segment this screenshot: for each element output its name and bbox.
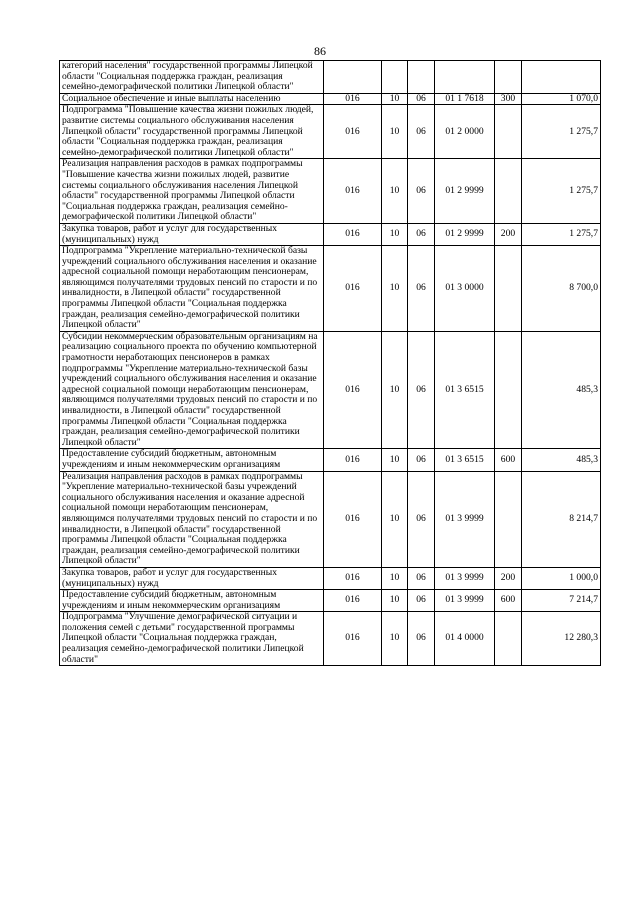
- admin-code-cell: 016: [324, 246, 382, 332]
- sum-cell: 1 000,0: [522, 567, 601, 589]
- section-cell: 10: [382, 612, 408, 666]
- table-row: [60, 567, 601, 589]
- expense-type-cell: 600: [495, 590, 522, 612]
- expense-type-cell: [495, 471, 522, 567]
- subsection-cell: 06: [408, 471, 435, 567]
- expense-type-cell: 600: [495, 449, 522, 471]
- sum-cell: 8 214,7: [522, 471, 601, 567]
- expense-type-cell: [495, 105, 522, 159]
- row-name-cell: Предоставление субсидий бюджетным, автономным учреждениям и иным некоммерческим организациям: [60, 449, 324, 471]
- subsection-cell: 06: [408, 223, 435, 245]
- expense-type-cell: 200: [495, 567, 522, 589]
- expense-type-cell: [495, 331, 522, 449]
- table-row: [60, 449, 601, 471]
- row-name-cell: Реализация направления расходов в рамках подпрограммы "Укрепление материально-технической базы учреждений социального обслуживания населения и оказание адресной социальной помощи неработающим пенсионерам, являющимся получателями трудовых пенсий по старости и по инвалидности, в Липецкой области" государственной программы Липецкой области "Социальная поддержка граждан, реализация семейно-демографической политики Липецкой области": [60, 471, 324, 567]
- subsection-cell: 06: [408, 590, 435, 612]
- section-cell: 10: [382, 159, 408, 224]
- admin-code-cell: 016: [324, 105, 382, 159]
- table-row: [60, 612, 601, 666]
- target-article-cell: 01 3 9999: [435, 471, 495, 567]
- admin-code-cell: 016: [324, 590, 382, 612]
- row-name-cell: Подпрограмма "Повышение качества жизни пожилых людей, развитие системы социального обслуживания населения Липецкой области" государственной программы Липецкой области "Социальная поддержка граждан, реализация семейно-демографической политики Липецкой области": [60, 105, 324, 159]
- row-name-cell: Закупка товаров, работ и услуг для государственных (муниципальных) нужд: [60, 567, 324, 589]
- target-article-cell: 01 2 0000: [435, 105, 495, 159]
- sum-cell: 485,3: [522, 331, 601, 449]
- admin-code-cell: 016: [324, 331, 382, 449]
- table-row: [60, 105, 601, 159]
- table-row: [60, 246, 601, 332]
- section-cell: 10: [382, 331, 408, 449]
- sum-cell: 1 275,7: [522, 223, 601, 245]
- sum-cell: 1 275,7: [522, 105, 601, 159]
- sum-cell: 8 700,0: [522, 246, 601, 332]
- subsection-cell: 06: [408, 93, 435, 105]
- section-cell: 10: [382, 223, 408, 245]
- admin-code-cell: 016: [324, 449, 382, 471]
- target-article-cell: 01 2 9999: [435, 223, 495, 245]
- target-article-cell: 01 1 7618: [435, 93, 495, 105]
- target-article-cell: 01 3 6515: [435, 449, 495, 471]
- table-row: [60, 471, 601, 567]
- row-name-cell: Реализация направления расходов в рамках подпрограммы "Повышение качества жизни пожилых людей, развитие системы социального обслуживания населения Липецкой области" государственной программы Липецкой области "Социальная поддержка граждан, реализация семейно-демографической политики Липецкой области": [60, 159, 324, 224]
- target-article-cell: 01 3 9999: [435, 590, 495, 612]
- table-row: [60, 590, 601, 612]
- admin-code-cell: 016: [324, 612, 382, 666]
- table-body: [60, 61, 601, 666]
- row-name-cell: Закупка товаров, работ и услуг для государственных (муниципальных) нужд: [60, 223, 324, 245]
- admin-code-cell: 016: [324, 223, 382, 245]
- row-name-cell: Подпрограмма "Укрепление материально-технической базы учреждений социального обслуживания населения и оказание адресной социальной помощи неработающим пенсионерам, являющимся получателями трудовых пенсий по старости и по инвалидности, в Липецкой области" государственной программы Липецкой области "Социальная поддержка граждан, реализация семейно-демографической политики Липецкой области": [60, 246, 324, 332]
- target-article-cell: 01 4 0000: [435, 612, 495, 666]
- expense-type-cell: [495, 612, 522, 666]
- admin-code-cell: 016: [324, 93, 382, 105]
- expense-type-cell: [495, 61, 522, 94]
- section-cell: 10: [382, 93, 408, 105]
- section-cell: 10: [382, 590, 408, 612]
- expense-type-cell: 200: [495, 223, 522, 245]
- section-cell: 10: [382, 105, 408, 159]
- target-article-cell: 01 2 9999: [435, 159, 495, 224]
- target-article-cell: 01 3 9999: [435, 567, 495, 589]
- admin-code-cell: [324, 61, 382, 94]
- table-row: [60, 93, 601, 105]
- admin-code-cell: 016: [324, 159, 382, 224]
- section-cell: 10: [382, 567, 408, 589]
- table-row: [60, 61, 601, 94]
- row-name-cell: Предоставление субсидий бюджетным, автономным учреждениям и иным некоммерческим организациям: [60, 590, 324, 612]
- subsection-cell: [408, 61, 435, 94]
- subsection-cell: 06: [408, 246, 435, 332]
- subsection-cell: 06: [408, 567, 435, 589]
- subsection-cell: 06: [408, 105, 435, 159]
- row-name-cell: Подпрограмма "Улучшение демографической ситуации и положения семей с детьми" государственной программы Липецкой области "Социальная поддержка граждан, реализация семейно-демографической политики Липецкой области": [60, 612, 324, 666]
- section-cell: 10: [382, 471, 408, 567]
- sum-cell: 485,3: [522, 449, 601, 471]
- row-name-cell: Субсидии некоммерческим образовательным организациям на реализацию социального проекта по обучению компьютерной грамотности неработающих пенсионеров в рамках подпрограммы "Укрепление материально-технической базы учреждений социального обслуживания населения и оказание адресной социальной помощи неработающим пенсионерам, являющимся получателями трудовых пенсий по старости и по инвалидности, в Липецкой области" государственной программы Липецкой области "Социальная поддержка граждан, реализация семейно-демографической политики Липецкой области": [60, 331, 324, 449]
- table-row: [60, 159, 601, 224]
- sum-cell: 7 214,7: [522, 590, 601, 612]
- subsection-cell: 06: [408, 449, 435, 471]
- sum-cell: [522, 61, 601, 94]
- table-row: [60, 223, 601, 245]
- sum-cell: 12 280,3: [522, 612, 601, 666]
- subsection-cell: 06: [408, 331, 435, 449]
- row-name-cell: категорий населения" государственной программы Липецкой области "Социальная поддержка граждан, реализация семейно-демографической политики Липецкой области": [60, 61, 324, 94]
- expense-type-cell: [495, 246, 522, 332]
- admin-code-cell: 016: [324, 567, 382, 589]
- expense-type-cell: [495, 159, 522, 224]
- table-row: [60, 331, 601, 449]
- budget-table: [59, 60, 601, 666]
- admin-code-cell: 016: [324, 471, 382, 567]
- subsection-cell: 06: [408, 159, 435, 224]
- target-article-cell: 01 3 0000: [435, 246, 495, 332]
- target-article-cell: 01 3 6515: [435, 331, 495, 449]
- page-number: 86: [314, 44, 326, 58]
- expense-type-cell: 300: [495, 93, 522, 105]
- sum-cell: 1 070,0: [522, 93, 601, 105]
- section-cell: 10: [382, 246, 408, 332]
- row-name-cell: Социальное обеспечение и иные выплаты населению: [60, 93, 324, 105]
- section-cell: [382, 61, 408, 94]
- subsection-cell: 06: [408, 612, 435, 666]
- sum-cell: 1 275,7: [522, 159, 601, 224]
- target-article-cell: [435, 61, 495, 94]
- section-cell: 10: [382, 449, 408, 471]
